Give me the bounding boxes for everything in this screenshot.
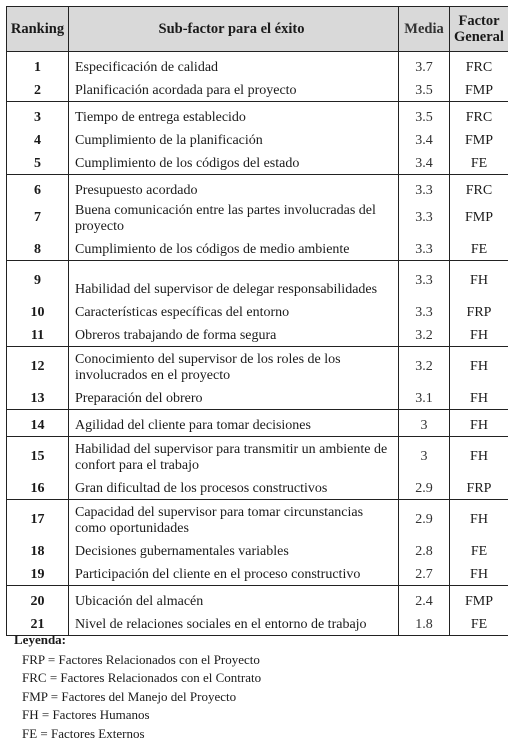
factor-cell: FRC [450, 52, 508, 79]
media-cell: 3.4 [399, 128, 450, 151]
factor-cell: FH [450, 437, 508, 477]
subfactor-cell: Especificación de calidad [69, 52, 399, 79]
factor-cell: FH [450, 323, 508, 347]
rank-cell: 7 [7, 201, 69, 237]
table-row [7, 386, 508, 410]
subfactor-cell: Ubicación del almacén [69, 586, 399, 613]
media-cell: 1.8 [399, 612, 450, 636]
media-cell: 2.9 [399, 500, 450, 540]
subfactor-cell: Decisiones gubernamentales variables [69, 539, 399, 562]
factor-cell: FH [450, 500, 508, 540]
legend-items [14, 651, 261, 744]
legend-item: FRP = Factores Relacionados con el Proyecto [22, 651, 260, 667]
factor-cell: FE [450, 612, 508, 636]
ranking-table [6, 6, 508, 636]
rank-cell: 11 [7, 323, 69, 347]
rank-cell: 1 [7, 52, 69, 79]
media-cell: 3.5 [399, 78, 450, 102]
subfactor-cell: Cumplimiento de los códigos de medio ambiente [69, 237, 399, 261]
subfactor-cell: Cumplimiento de los códigos del estado [69, 151, 399, 175]
media-cell: 3.3 [399, 175, 450, 202]
factor-cell: FE [450, 237, 508, 261]
table-row [7, 437, 508, 477]
media-cell: 3.3 [399, 300, 450, 323]
header-factor-line1: Factor [458, 13, 500, 29]
rank-cell: 16 [7, 476, 69, 500]
rank-cell: 8 [7, 237, 69, 261]
table-row [7, 175, 508, 202]
factor-cell: FMP [450, 78, 508, 102]
rank-cell: 20 [7, 586, 69, 613]
rank-cell: 3 [7, 102, 69, 129]
subfactor-cell: Obreros trabajando de forma segura [69, 323, 399, 347]
subfactor-cell: Buena comunicación entre las partes involucradas del proyecto [69, 201, 399, 237]
factor-cell: FH [450, 410, 508, 437]
subfactor-cell: Participación del cliente en el proceso constructivo [69, 562, 399, 586]
table-row [7, 78, 508, 102]
table-row [7, 539, 508, 562]
table-row [7, 476, 508, 500]
table-row [7, 128, 508, 151]
rank-cell: 13 [7, 386, 69, 410]
media-cell: 3.2 [399, 323, 450, 347]
media-cell: 3.4 [399, 151, 450, 175]
subfactor-cell: Nivel de relaciones sociales en el entorno de trabajo [69, 612, 399, 636]
subfactor-cell: Preparación del obrero [69, 386, 399, 410]
factor-cell: FH [450, 562, 508, 586]
factor-cell: FMP [450, 128, 508, 151]
rank-cell: 2 [7, 78, 69, 102]
table-row [7, 323, 508, 347]
table-row [7, 237, 508, 261]
media-cell: 3.7 [399, 52, 450, 79]
media-cell: 2.7 [399, 562, 450, 586]
header-subfactor: Sub-factor para el éxito [69, 7, 399, 52]
rank-cell: 12 [7, 347, 69, 387]
subfactor-cell: Habilidad del supervisor de delegar responsabilidades [69, 261, 399, 301]
header-factor-general [450, 7, 508, 52]
legend-item: FMP = Factores del Manejo del Proyecto [22, 688, 237, 704]
header-factor-line2: General [454, 29, 504, 45]
media-cell: 3.5 [399, 102, 450, 129]
rank-cell: 10 [7, 300, 69, 323]
header-media: Media [399, 7, 450, 52]
media-cell: 3.3 [399, 237, 450, 261]
legend-title: Leyenda: [14, 632, 66, 647]
rank-cell: 18 [7, 539, 69, 562]
factor-cell: FMP [450, 201, 508, 237]
subfactor-cell: Gran dificultad de los procesos constructivos [69, 476, 399, 500]
table-row [7, 562, 508, 586]
table-row [7, 151, 508, 175]
table-row [7, 586, 508, 613]
factor-cell: FRP [450, 300, 508, 323]
factor-cell: FRC [450, 175, 508, 202]
rank-cell: 15 [7, 437, 69, 477]
table-row [7, 410, 508, 437]
table-row [7, 261, 508, 301]
legend-item: FRC = Factores Relacionados con el Contrato [22, 670, 262, 685]
media-cell: 2.8 [399, 539, 450, 562]
subfactor-cell: Tiempo de entrega establecido [69, 102, 399, 129]
factor-cell: FH [450, 386, 508, 410]
media-cell: 3.2 [399, 347, 450, 387]
table-row [7, 300, 508, 323]
subfactor-cell: Cumplimiento de la planificación [69, 128, 399, 151]
table-body [7, 52, 508, 636]
media-cell: 2.9 [399, 476, 450, 500]
media-cell: 3.1 [399, 386, 450, 410]
rank-cell: 6 [7, 175, 69, 202]
rank-cell: 19 [7, 562, 69, 586]
rank-cell: 21 [7, 612, 69, 636]
legend-item: FE = Factores Externos [22, 725, 145, 741]
factor-cell: FH [450, 347, 508, 387]
rank-cell: 5 [7, 151, 69, 175]
media-cell: 3.3 [399, 201, 450, 237]
media-cell: 3 [399, 410, 450, 437]
table-row [7, 347, 508, 387]
media-cell: 3 [399, 437, 450, 477]
subfactor-cell: Agilidad del cliente para tomar decisiones [69, 410, 399, 437]
header-ranking: Ranking [7, 7, 69, 52]
subfactor-cell: Características específicas del entorno [69, 300, 399, 323]
legend [14, 631, 261, 743]
factor-cell: FRC [450, 102, 508, 129]
legend-item: FH = Factores Humanos [22, 707, 150, 722]
subfactor-cell: Presupuesto acordado [69, 175, 399, 202]
subfactor-cell: Habilidad del supervisor para transmitir un ambiente de confort para el trabajo [69, 437, 399, 477]
media-cell: 3.3 [399, 261, 450, 301]
rank-cell: 9 [7, 261, 69, 301]
factor-cell: FMP [450, 586, 508, 613]
factor-cell: FE [450, 539, 508, 562]
table-row [7, 102, 508, 129]
subfactor-cell: Planificación acordada para el proyecto [69, 78, 399, 102]
table-row [7, 201, 508, 237]
factor-cell: FRP [450, 476, 508, 500]
table-row [7, 52, 508, 79]
factor-cell: FE [450, 151, 508, 175]
table-row [7, 500, 508, 540]
rank-cell: 17 [7, 500, 69, 540]
rank-cell: 14 [7, 410, 69, 437]
subfactor-cell: Capacidad del supervisor para tomar circunstancias como oportunidades [69, 500, 399, 540]
media-cell: 2.4 [399, 586, 450, 613]
rank-cell: 4 [7, 128, 69, 151]
factor-cell: FH [450, 261, 508, 301]
subfactor-cell: Conocimiento del supervisor de los roles de los involucrados en el proyecto [69, 347, 399, 387]
table-header-row [7, 7, 508, 52]
